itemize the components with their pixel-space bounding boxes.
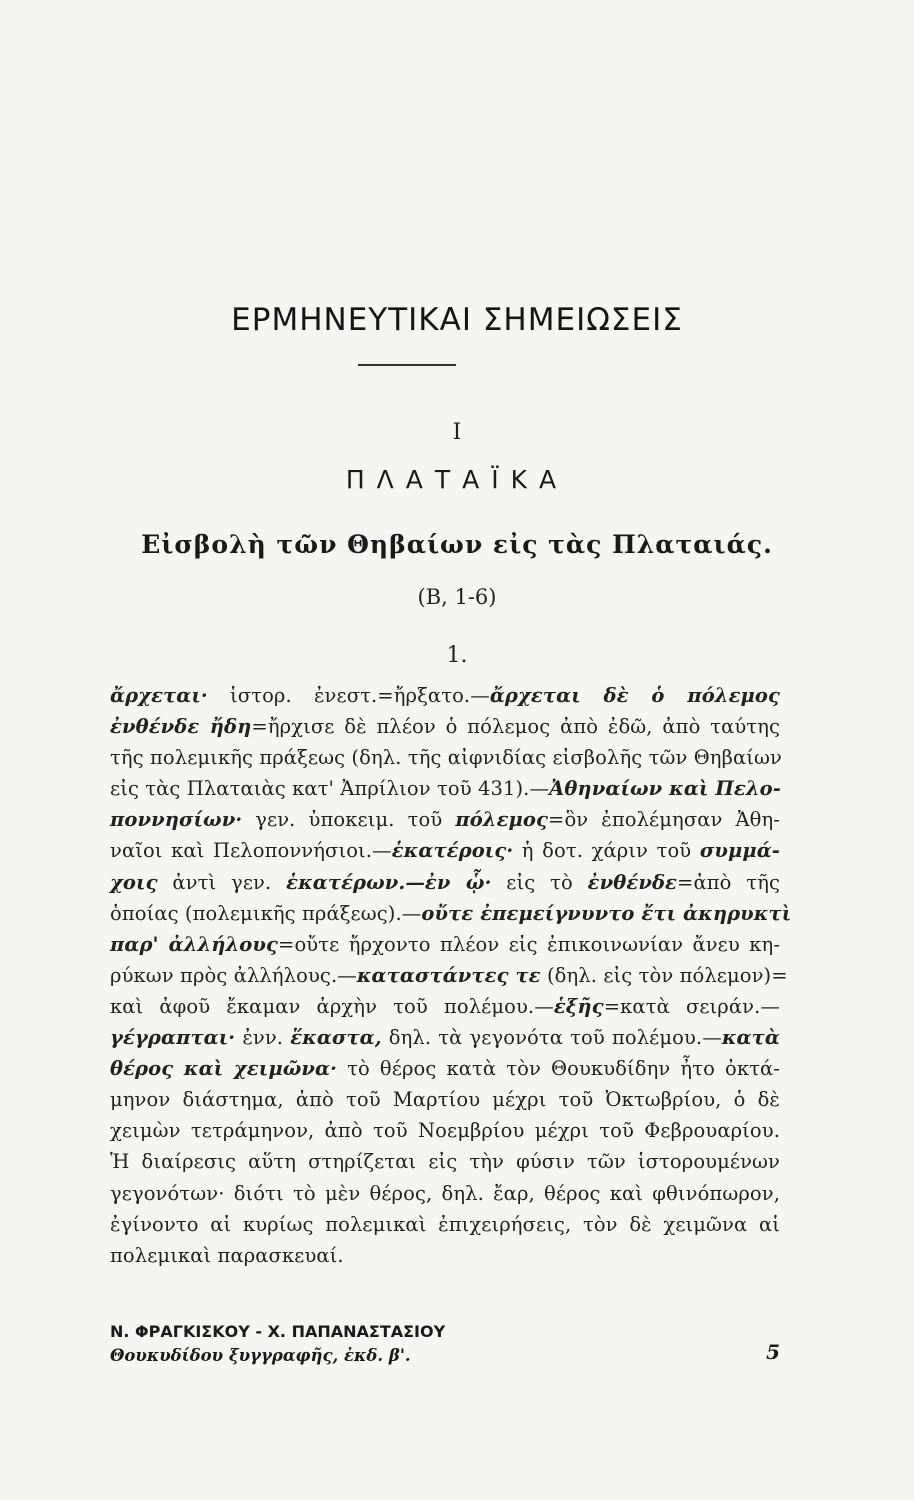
lemma-term: ἄρχεται δὲ ὁ πόλεμος [489, 684, 780, 707]
lemma-term: καταστάντες τε [356, 963, 541, 987]
commentary-line [110, 867, 780, 898]
commentary-line [110, 1115, 780, 1146]
commentary-text: ὁποίας (πολεμικῆς πράξεως).— [110, 901, 422, 925]
lemma-term: ἄρχεται· [110, 684, 208, 707]
lemma-term: θέρος καὶ χειμῶνα· [110, 1057, 338, 1081]
commentary-text: ἡ δοτ. χάριν τοῦ [513, 839, 700, 863]
commentary-text: καὶ ἀφοῦ ἔκαμαν ἀρχὴν τοῦ πολέμου.— [110, 994, 554, 1018]
commentary-text: εἰς τὰς Πλαταιὰς κατ' Ἀπρίλιον τοῦ 431).— [110, 777, 550, 801]
commentary-text: δηλ. τὰ γεγονότα τοῦ πολέμου.— [381, 1026, 722, 1050]
commentary-text: ἐνν. [235, 1026, 291, 1050]
lemma-term: γέγραπται· [110, 1026, 236, 1050]
commentary-line [110, 1053, 780, 1084]
commentary-line [110, 742, 780, 773]
commentary-text: γεγονότων· διότι τὸ μὲν θέρος, δηλ. ἔαρ, θέρος καὶ φθινόπωρον, [110, 1181, 780, 1205]
footer-signature [110, 1320, 445, 1368]
section-number: 1. [446, 643, 468, 668]
commentary-text: τῆς πολεμικῆς πράξεως (δηλ. τῆς αἰφνιδίας εἰσβολῆς τῶν Θηβαίων [110, 746, 782, 770]
commentary-line [110, 960, 788, 991]
footer-series: Θουκυδίδου ξυγγραφῆς, ἐκδ. β'. [110, 1346, 411, 1365]
commentary-line [110, 1084, 780, 1115]
chapter-subtitle: Εἰσβολὴ τῶν Θηβαίων εἰς τὰς Πλαταιάς. [141, 530, 773, 559]
commentary-text: μηνον διάστημα, ἀπὸ τοῦ Μαρτίου μέχρι τοῦ Ὀκτωβρίου, ὁ δὲ [110, 1088, 780, 1112]
commentary-text: (δηλ. εἰς τὸν πόλεμον)= [540, 963, 788, 987]
commentary-text: =ἀπὸ τῆς [677, 870, 780, 894]
commentary-text: ἐγίνοντο αἱ κυρίως πολεμικαὶ ἐπιχειρήσεις, τὸν δὲ χειμῶνα αἱ [110, 1212, 780, 1236]
commentary-text: ἱστορ. ἐνεστ.=ἤρξατο.— [207, 684, 490, 707]
lemma-term: χοις [110, 870, 158, 894]
commentary-body [110, 680, 792, 1271]
page-number: 5 [766, 1340, 780, 1364]
main-title: ΕΡΜΗΝΕΥΤΙΚΑΙ ΣΗΜΕΙΩΣΕΙΣ [231, 302, 683, 338]
commentary-text: ναῖοι καὶ Πελοποννήσιοι.— [110, 839, 392, 863]
commentary-text: χειμὼν τετράμηνον, ἀπὸ τοῦ Νοεμβρίου μέχρι τοῦ Φεβρουαρίου. [110, 1119, 780, 1143]
commentary-text: =οὔτε ἤρχοντο πλέον εἰς ἐπικοινωνίαν ἄνευ κη- [278, 932, 781, 956]
commentary-line [110, 680, 780, 711]
commentary-line [110, 1146, 780, 1177]
commentary-line [110, 1022, 780, 1053]
commentary-line [110, 835, 780, 866]
commentary-text: ἀντὶ γεν. [157, 870, 287, 894]
title-rule-divider [358, 364, 456, 366]
chapter-roman-numeral: I [452, 420, 462, 445]
commentary-text: γεν. ὑποκειμ. τοῦ [242, 808, 456, 832]
commentary-line [110, 898, 792, 929]
commentary-text: εἰς τὸ [491, 870, 588, 894]
commentary-line [110, 804, 780, 835]
commentary-line [110, 991, 780, 1022]
text-reference: (Β, 1-6) [417, 585, 497, 609]
lemma-term: συμμά- [699, 839, 780, 863]
commentary-line [110, 929, 780, 960]
lemma-term: ἑκατέροις· [391, 839, 514, 863]
commentary-text: =ἤρχισε δὲ πλέον ὁ πόλεμος ἀπὸ ἐδῶ, ἀπὸ ταύτης [251, 715, 781, 739]
commentary-text: πολεμικαὶ παρασκευαί. [110, 1243, 344, 1267]
lemma-term: Ἀθηναίων καὶ Πελο- [549, 777, 781, 801]
lemma-term: ἕκαστα, [290, 1026, 382, 1050]
lemma-term: ἑκατέρων.—ἐν ᾧ· [286, 870, 492, 894]
commentary-line [110, 711, 780, 742]
lemma-term: παρ' ἀλλήλους [110, 932, 279, 956]
commentary-text: =κατὰ σειράν.— [603, 994, 780, 1018]
footer-authors: Ν. ΦΡΑΓΚΙΣΚΟΥ - Χ. ΠΑΠΑΝΑΣΤΑΣΙΟΥ [110, 1322, 446, 1341]
commentary-text: Ἡ διαίρεσις αὕτη στηρίζεται εἰς τὴν φύσιν τῶν ἱστορουμένων [110, 1150, 780, 1174]
lemma-term: πόλεμος [455, 808, 548, 832]
chapter-title: ΠΛΑΤΑΪΚΑ [345, 465, 569, 494]
lemma-term: ἐνθένδε ἤδη [110, 715, 252, 739]
commentary-line [110, 1178, 780, 1209]
lemma-term: ποννησίων· [110, 808, 243, 832]
commentary-text: ρύκων πρὸς ἀλλήλους.— [110, 963, 357, 987]
lemma-term: κατὰ [721, 1026, 780, 1050]
lemma-term: ἐνθένδε [587, 870, 678, 894]
commentary-text: =ὃν ἐπολέμησαν Ἀθη- [548, 808, 780, 832]
commentary-line [110, 773, 780, 804]
commentary-line [110, 1209, 780, 1240]
lemma-term: ἑξῆς [553, 994, 604, 1018]
commentary-text: τὸ θέρος κατὰ τὸν Θουκυδίδην ἦτο ὀκτά- [337, 1057, 780, 1081]
commentary-line [110, 1240, 780, 1271]
lemma-term: οὔτε ἐπεμείγνυντο ἔτι ἀκηρυκτὶ [421, 901, 792, 925]
